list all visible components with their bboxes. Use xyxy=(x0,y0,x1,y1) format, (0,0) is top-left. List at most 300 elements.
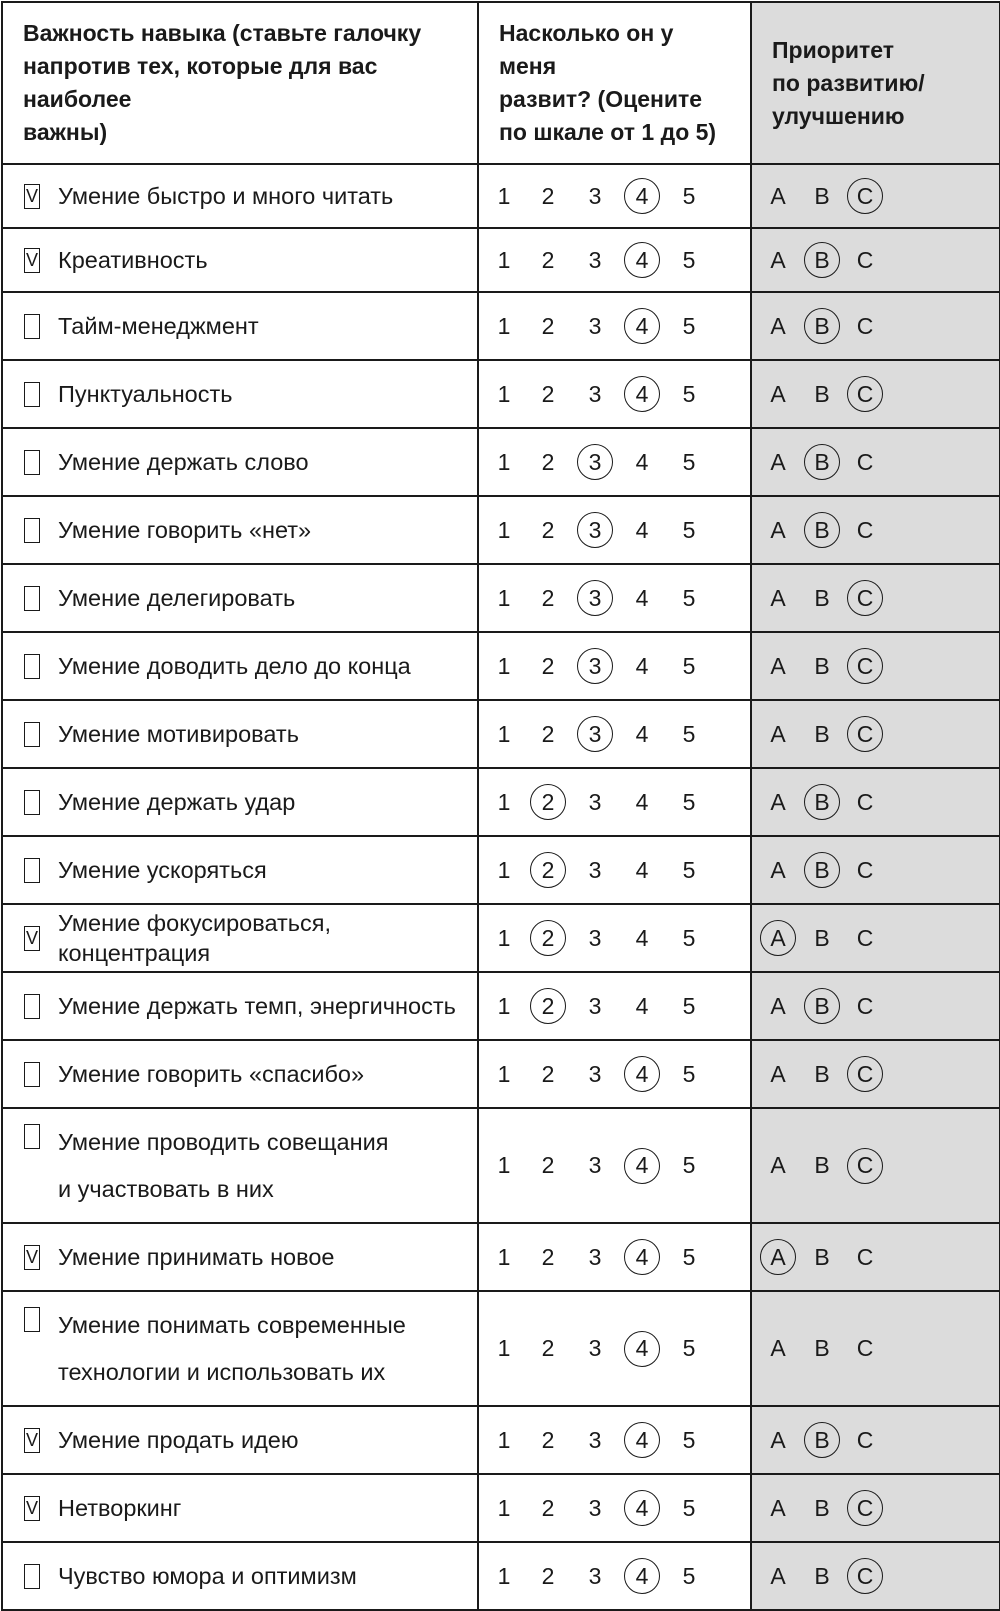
rating-cell xyxy=(478,1406,751,1474)
rating-option[interactable]: 5 xyxy=(682,720,696,747)
priority-option-selected[interactable]: B xyxy=(804,988,840,1024)
rating-option[interactable]: 5 xyxy=(682,856,696,883)
rating-cell xyxy=(478,496,751,564)
rating-option-selected[interactable]: 4 xyxy=(624,1558,660,1594)
rating-option[interactable]: 3 xyxy=(588,182,602,209)
rating-option-selected[interactable]: 4 xyxy=(624,376,660,412)
skills-table xyxy=(1,1,1000,1611)
skill-label: Умение проводить совещания и участвовать в них xyxy=(58,1128,389,1202)
rating-option[interactable]: 3 xyxy=(588,1243,602,1270)
priority-scale xyxy=(752,1407,999,1473)
priority-cell xyxy=(751,1406,1000,1474)
priority-option-selected[interactable]: C xyxy=(847,1056,883,1092)
priority-option-selected[interactable]: B xyxy=(804,444,840,480)
rating-option[interactable]: 1 xyxy=(497,788,511,815)
table-row xyxy=(2,496,1000,564)
rating-option-selected[interactable]: 3 xyxy=(577,648,613,684)
skill-cell xyxy=(2,1406,478,1474)
rating-option-selected[interactable]: 4 xyxy=(624,308,660,344)
rating-option[interactable]: 1 xyxy=(497,1060,511,1087)
priority-scale xyxy=(752,429,999,495)
priority-option-selected[interactable]: C xyxy=(847,1490,883,1526)
rating-option[interactable]: 1 xyxy=(497,182,511,209)
priority-cell xyxy=(751,836,1000,904)
priority-option[interactable]: A xyxy=(770,312,786,339)
skill-item xyxy=(3,1425,477,1455)
rating-option-selected[interactable]: 3 xyxy=(577,580,613,616)
priority-option-selected[interactable]: B xyxy=(804,784,840,820)
rating-option[interactable]: 3 xyxy=(588,1426,602,1453)
rating-option[interactable]: 5 xyxy=(682,788,696,815)
empty-checkbox[interactable] xyxy=(24,450,40,475)
priority-scale xyxy=(752,1543,999,1609)
empty-checkbox[interactable] xyxy=(24,1124,40,1149)
priority-scale xyxy=(752,361,999,427)
priority-option[interactable]: A xyxy=(770,182,786,209)
priority-option[interactable]: B xyxy=(814,1152,830,1178)
skill-label: Чувство юмора и оптимизм xyxy=(58,1563,357,1589)
empty-checkbox[interactable] xyxy=(24,994,40,1019)
skill-label: Тайм-менеджмент xyxy=(58,313,259,339)
empty-checkbox[interactable] xyxy=(24,1062,40,1087)
rating-option[interactable]: 3 xyxy=(588,1494,602,1521)
rating-option[interactable]: 3 xyxy=(588,1152,602,1178)
rating-option[interactable]: 3 xyxy=(588,1060,602,1087)
rating-option[interactable]: 5 xyxy=(682,380,696,407)
checked-checkbox[interactable]: V xyxy=(24,926,40,951)
rating-scale xyxy=(479,361,750,427)
header-skill-line: Важность навыка (ставьте галочку xyxy=(23,20,422,46)
rating-option[interactable]: 3 xyxy=(588,1335,602,1361)
rating-option[interactable]: 3 xyxy=(588,1562,602,1589)
priority-cell xyxy=(751,292,1000,360)
rating-option[interactable]: 1 xyxy=(497,652,511,679)
priority-option[interactable]: B xyxy=(814,1243,830,1270)
empty-checkbox[interactable] xyxy=(24,1307,40,1332)
skill-label: Умение делегировать xyxy=(58,585,296,611)
rating-scale xyxy=(479,497,750,563)
priority-option-selected[interactable]: C xyxy=(847,1558,883,1594)
rating-option[interactable]: 2 xyxy=(541,246,555,273)
header-priority-line: по развитию/ xyxy=(772,69,925,96)
priority-scale xyxy=(752,1041,999,1107)
skill-cell xyxy=(2,1223,478,1291)
skill-item xyxy=(3,991,477,1021)
rating-option-selected[interactable]: 2 xyxy=(530,920,566,956)
rating-option-selected[interactable]: 4 xyxy=(624,1331,660,1367)
priority-option-selected[interactable]: B xyxy=(804,242,840,278)
rating-option[interactable]: 4 xyxy=(635,652,649,679)
rating-option[interactable]: 1 xyxy=(497,246,511,273)
rating-option[interactable]: 1 xyxy=(497,992,511,1019)
priority-option[interactable]: A xyxy=(770,1060,786,1087)
skill-item xyxy=(3,1561,477,1591)
priority-option-selected[interactable]: A xyxy=(760,920,796,956)
empty-checkbox[interactable] xyxy=(24,586,40,611)
skill-label: Умение продать идею xyxy=(58,1427,299,1453)
priority-option[interactable]: B xyxy=(814,924,830,951)
empty-checkbox[interactable] xyxy=(24,1564,40,1589)
table-row xyxy=(2,972,1000,1040)
rating-cell xyxy=(478,292,751,360)
rating-scale xyxy=(479,229,750,291)
skill-cell xyxy=(2,972,478,1040)
checked-checkbox[interactable]: V xyxy=(24,248,40,273)
skill-item xyxy=(3,651,477,681)
skill-label: Умение ускоряться xyxy=(58,857,267,883)
rating-cell xyxy=(478,228,751,292)
priority-option-selected[interactable]: C xyxy=(847,648,883,684)
header-priority-line: улучшению xyxy=(772,102,905,129)
rating-option-selected[interactable]: 2 xyxy=(530,988,566,1024)
rating-option[interactable]: 4 xyxy=(635,448,649,475)
rating-option[interactable]: 2 xyxy=(541,516,555,543)
rating-option[interactable]: 2 xyxy=(541,1060,555,1087)
rating-option[interactable]: 1 xyxy=(497,1152,511,1178)
table-row xyxy=(2,768,1000,836)
priority-option-selected[interactable]: B xyxy=(804,512,840,548)
rating-option[interactable]: 3 xyxy=(588,856,602,883)
priority-cell xyxy=(751,1108,1000,1223)
rating-option[interactable]: 5 xyxy=(682,448,696,475)
rating-option[interactable]: 2 xyxy=(541,1426,555,1453)
priority-option[interactable]: C xyxy=(856,788,874,815)
table-row xyxy=(2,164,1000,228)
priority-cell xyxy=(751,632,1000,700)
table-row xyxy=(2,1406,1000,1474)
skill-item xyxy=(3,1493,477,1523)
priority-option-selected[interactable]: C xyxy=(847,716,883,752)
checked-checkbox[interactable]: V xyxy=(24,1496,40,1521)
priority-option[interactable]: C xyxy=(856,1335,874,1361)
rating-option-selected[interactable]: 4 xyxy=(624,242,660,278)
priority-option-selected[interactable]: A xyxy=(760,1239,796,1275)
skill-cell xyxy=(2,360,478,428)
rating-option[interactable]: 1 xyxy=(497,312,511,339)
priority-option[interactable]: A xyxy=(770,448,786,475)
priority-scale xyxy=(752,497,999,563)
rating-cell xyxy=(478,360,751,428)
rating-scale xyxy=(479,905,750,971)
priority-option[interactable]: B xyxy=(814,720,830,747)
rating-option[interactable]: 4 xyxy=(635,924,649,951)
rating-option[interactable]: 2 xyxy=(541,1335,555,1361)
rating-option[interactable]: 1 xyxy=(497,1494,511,1521)
rating-scale xyxy=(479,565,750,631)
priority-option[interactable]: C xyxy=(856,312,874,339)
priority-scale xyxy=(752,229,999,291)
rating-option-selected[interactable]: 4 xyxy=(624,178,660,214)
empty-checkbox[interactable] xyxy=(24,858,40,883)
priority-option[interactable]: A xyxy=(770,720,786,747)
priority-option[interactable]: A xyxy=(770,1152,786,1178)
rating-cell xyxy=(478,1291,751,1406)
rating-option[interactable]: 1 xyxy=(497,1335,511,1361)
rating-option[interactable]: 4 xyxy=(635,720,649,747)
priority-option[interactable]: A xyxy=(770,1494,786,1521)
empty-checkbox[interactable] xyxy=(24,314,40,339)
priority-cell xyxy=(751,564,1000,632)
rating-scale xyxy=(479,1407,750,1473)
rating-option-selected[interactable]: 4 xyxy=(624,1148,660,1184)
rating-option[interactable]: 5 xyxy=(682,584,696,611)
priority-option[interactable]: A xyxy=(770,584,786,611)
skill-cell xyxy=(2,164,478,228)
priority-scale xyxy=(752,1224,999,1290)
priority-option[interactable]: A xyxy=(770,856,786,883)
table-row xyxy=(2,360,1000,428)
rating-option[interactable]: 1 xyxy=(497,1426,511,1453)
rating-option[interactable]: 5 xyxy=(682,246,696,273)
priority-option[interactable]: C xyxy=(856,516,874,543)
rating-scale xyxy=(479,973,750,1039)
rating-option[interactable]: 5 xyxy=(682,1060,696,1087)
priority-option[interactable]: A xyxy=(770,992,786,1019)
rating-option[interactable]: 5 xyxy=(682,1152,696,1178)
rating-option[interactable]: 3 xyxy=(588,788,602,815)
priority-option[interactable]: A xyxy=(770,380,786,407)
rating-option[interactable]: 5 xyxy=(682,992,696,1019)
rating-option[interactable]: 1 xyxy=(497,924,511,951)
rating-option[interactable]: 5 xyxy=(682,182,696,209)
rating-option-selected[interactable]: 4 xyxy=(624,1422,660,1458)
priority-option[interactable]: C xyxy=(856,1426,874,1453)
priority-option[interactable]: A xyxy=(770,788,786,815)
rating-cell xyxy=(478,1542,751,1610)
rating-cell xyxy=(478,768,751,836)
priority-cell xyxy=(751,768,1000,836)
priority-scale xyxy=(752,837,999,903)
rating-option[interactable]: 5 xyxy=(682,1426,696,1453)
rating-option[interactable]: 2 xyxy=(541,312,555,339)
empty-checkbox[interactable] xyxy=(24,722,40,747)
rating-cell xyxy=(478,632,751,700)
rating-option-selected[interactable]: 2 xyxy=(530,784,566,820)
rating-option[interactable]: 2 xyxy=(541,380,555,407)
rating-option[interactable]: 2 xyxy=(541,1562,555,1589)
table-row xyxy=(2,632,1000,700)
skill-label: Креативность xyxy=(58,247,208,273)
priority-cell xyxy=(751,164,1000,228)
priority-option[interactable]: B xyxy=(814,1494,830,1521)
priority-option[interactable]: B xyxy=(814,1335,830,1361)
skill-cell xyxy=(2,1474,478,1542)
priority-option[interactable]: C xyxy=(856,1243,874,1270)
rating-scale xyxy=(479,165,750,227)
skill-cell xyxy=(2,564,478,632)
priority-option-selected[interactable]: C xyxy=(847,580,883,616)
priority-option[interactable]: A xyxy=(770,516,786,543)
table-row xyxy=(2,1108,1000,1223)
priority-option-selected[interactable]: B xyxy=(804,308,840,344)
rating-option[interactable]: 5 xyxy=(682,1562,696,1589)
priority-option[interactable]: C xyxy=(856,856,874,883)
rating-option[interactable]: 5 xyxy=(682,312,696,339)
priority-cell xyxy=(751,1291,1000,1406)
skill-item xyxy=(3,515,477,545)
rating-cell xyxy=(478,564,751,632)
rating-scale xyxy=(479,769,750,835)
table-row xyxy=(2,1040,1000,1108)
empty-checkbox[interactable] xyxy=(24,382,40,407)
rating-option[interactable]: 1 xyxy=(497,448,511,475)
rating-cell xyxy=(478,836,751,904)
table-row xyxy=(2,836,1000,904)
skill-item xyxy=(3,908,477,968)
priority-option-selected[interactable]: C xyxy=(847,376,883,412)
rating-option-selected[interactable]: 4 xyxy=(624,1056,660,1092)
priority-option-selected[interactable]: B xyxy=(804,852,840,888)
priority-cell xyxy=(751,228,1000,292)
skill-label: Умение держать удар xyxy=(58,789,296,815)
rating-option[interactable]: 1 xyxy=(497,516,511,543)
priority-scale xyxy=(752,1292,999,1405)
table-row xyxy=(2,428,1000,496)
table-row xyxy=(2,1291,1000,1406)
rating-cell xyxy=(478,972,751,1040)
priority-cell xyxy=(751,496,1000,564)
priority-scale xyxy=(752,565,999,631)
priority-scale xyxy=(752,905,999,971)
rating-option[interactable]: 3 xyxy=(588,312,602,339)
skill-label: Умение быстро и много читать xyxy=(58,183,394,209)
rating-option[interactable]: 5 xyxy=(682,652,696,679)
rating-option[interactable]: 1 xyxy=(497,1243,511,1270)
skill-label: Умение мотивировать xyxy=(58,721,299,747)
rating-option[interactable]: 2 xyxy=(541,182,555,209)
rating-option[interactable]: 3 xyxy=(588,380,602,407)
empty-checkbox[interactable] xyxy=(24,654,40,679)
priority-cell xyxy=(751,360,1000,428)
skill-label: Нетворкинг xyxy=(58,1495,182,1521)
rating-option-selected[interactable]: 4 xyxy=(624,1490,660,1526)
rating-option[interactable]: 2 xyxy=(541,652,555,679)
rating-option-selected[interactable]: 4 xyxy=(624,1239,660,1275)
empty-checkbox[interactable] xyxy=(24,518,40,543)
priority-option[interactable]: B xyxy=(814,652,830,679)
priority-option[interactable]: B xyxy=(814,182,830,209)
priority-option[interactable]: C xyxy=(856,246,874,273)
priority-scale xyxy=(752,1109,999,1222)
priority-option[interactable]: B xyxy=(814,1562,830,1589)
rating-option[interactable]: 2 xyxy=(541,1152,555,1178)
rating-option[interactable]: 3 xyxy=(588,924,602,951)
priority-scale xyxy=(752,293,999,359)
rating-option[interactable]: 1 xyxy=(497,380,511,407)
rating-option[interactable]: 2 xyxy=(541,448,555,475)
rating-cell xyxy=(478,700,751,768)
header-priority xyxy=(751,2,1000,164)
rating-option[interactable]: 1 xyxy=(497,720,511,747)
rating-option[interactable]: 2 xyxy=(541,1243,555,1270)
skill-item xyxy=(3,311,477,341)
skill-cell xyxy=(2,228,478,292)
priority-option[interactable]: A xyxy=(770,1562,786,1589)
skill-cell xyxy=(2,496,478,564)
rating-cell xyxy=(478,904,751,972)
rating-scale xyxy=(479,837,750,903)
table-row xyxy=(2,700,1000,768)
priority-option[interactable]: A xyxy=(770,1426,786,1453)
skill-cell xyxy=(2,768,478,836)
priority-option[interactable]: B xyxy=(814,584,830,611)
skill-label: Умение держать темп, энергичность xyxy=(58,993,456,1019)
priority-option[interactable]: B xyxy=(814,380,830,407)
rating-cell xyxy=(478,1108,751,1223)
rating-scale xyxy=(479,1224,750,1290)
rating-option[interactable]: 5 xyxy=(682,1335,696,1361)
priority-option[interactable]: A xyxy=(770,1335,786,1361)
empty-checkbox[interactable] xyxy=(24,790,40,815)
rating-scale xyxy=(479,429,750,495)
priority-cell xyxy=(751,972,1000,1040)
priority-option[interactable]: C xyxy=(856,992,874,1019)
priority-option[interactable]: C xyxy=(856,448,874,475)
priority-cell xyxy=(751,1474,1000,1542)
skill-item xyxy=(3,787,477,817)
header-skill-line: напротив тех, которые для вас наиболее xyxy=(23,53,378,112)
priority-option-selected[interactable]: C xyxy=(847,1148,883,1184)
rating-option[interactable]: 3 xyxy=(588,246,602,273)
rating-option[interactable]: 4 xyxy=(635,856,649,883)
rating-option-selected[interactable]: 2 xyxy=(530,852,566,888)
skill-item xyxy=(3,719,477,749)
table-row xyxy=(2,228,1000,292)
rating-option[interactable]: 5 xyxy=(682,1494,696,1521)
skill-item xyxy=(3,379,477,409)
rating-option[interactable]: 5 xyxy=(682,924,696,951)
header-rating-line: по шкале от 1 до 5) xyxy=(499,119,717,145)
priority-option-selected[interactable]: C xyxy=(847,178,883,214)
rating-option[interactable]: 1 xyxy=(497,856,511,883)
priority-scale xyxy=(752,1475,999,1541)
rating-option[interactable]: 2 xyxy=(541,584,555,611)
rating-option[interactable]: 2 xyxy=(541,720,555,747)
rating-option[interactable]: 1 xyxy=(497,1562,511,1589)
rating-option-selected[interactable]: 3 xyxy=(577,512,613,548)
rating-option[interactable]: 2 xyxy=(541,1494,555,1521)
checked-checkbox[interactable]: V xyxy=(24,1245,40,1270)
priority-option[interactable]: C xyxy=(856,924,874,951)
skill-item xyxy=(3,181,477,211)
rating-scale xyxy=(479,633,750,699)
skill-cell xyxy=(2,428,478,496)
checked-checkbox[interactable]: V xyxy=(24,184,40,209)
skill-cell xyxy=(2,1108,478,1223)
rating-option-selected[interactable]: 3 xyxy=(577,716,613,752)
priority-option[interactable]: B xyxy=(814,1060,830,1087)
priority-option[interactable]: A xyxy=(770,652,786,679)
rating-option[interactable]: 5 xyxy=(682,1243,696,1270)
priority-scale xyxy=(752,633,999,699)
rating-option[interactable]: 5 xyxy=(682,516,696,543)
rating-option[interactable]: 4 xyxy=(635,992,649,1019)
skill-cell xyxy=(2,904,478,972)
rating-option[interactable]: 1 xyxy=(497,584,511,611)
checked-checkbox[interactable]: V xyxy=(24,1428,40,1453)
priority-option-selected[interactable]: B xyxy=(804,1422,840,1458)
rating-option-selected[interactable]: 3 xyxy=(577,444,613,480)
rating-option[interactable]: 3 xyxy=(588,992,602,1019)
skill-label: Умение говорить «спасибо» xyxy=(58,1061,365,1087)
rating-option[interactable]: 4 xyxy=(635,516,649,543)
rating-option[interactable]: 4 xyxy=(635,584,649,611)
skill-cell xyxy=(2,632,478,700)
rating-cell xyxy=(478,164,751,228)
skill-cell xyxy=(2,700,478,768)
priority-option[interactable]: A xyxy=(770,246,786,273)
rating-option[interactable]: 4 xyxy=(635,788,649,815)
